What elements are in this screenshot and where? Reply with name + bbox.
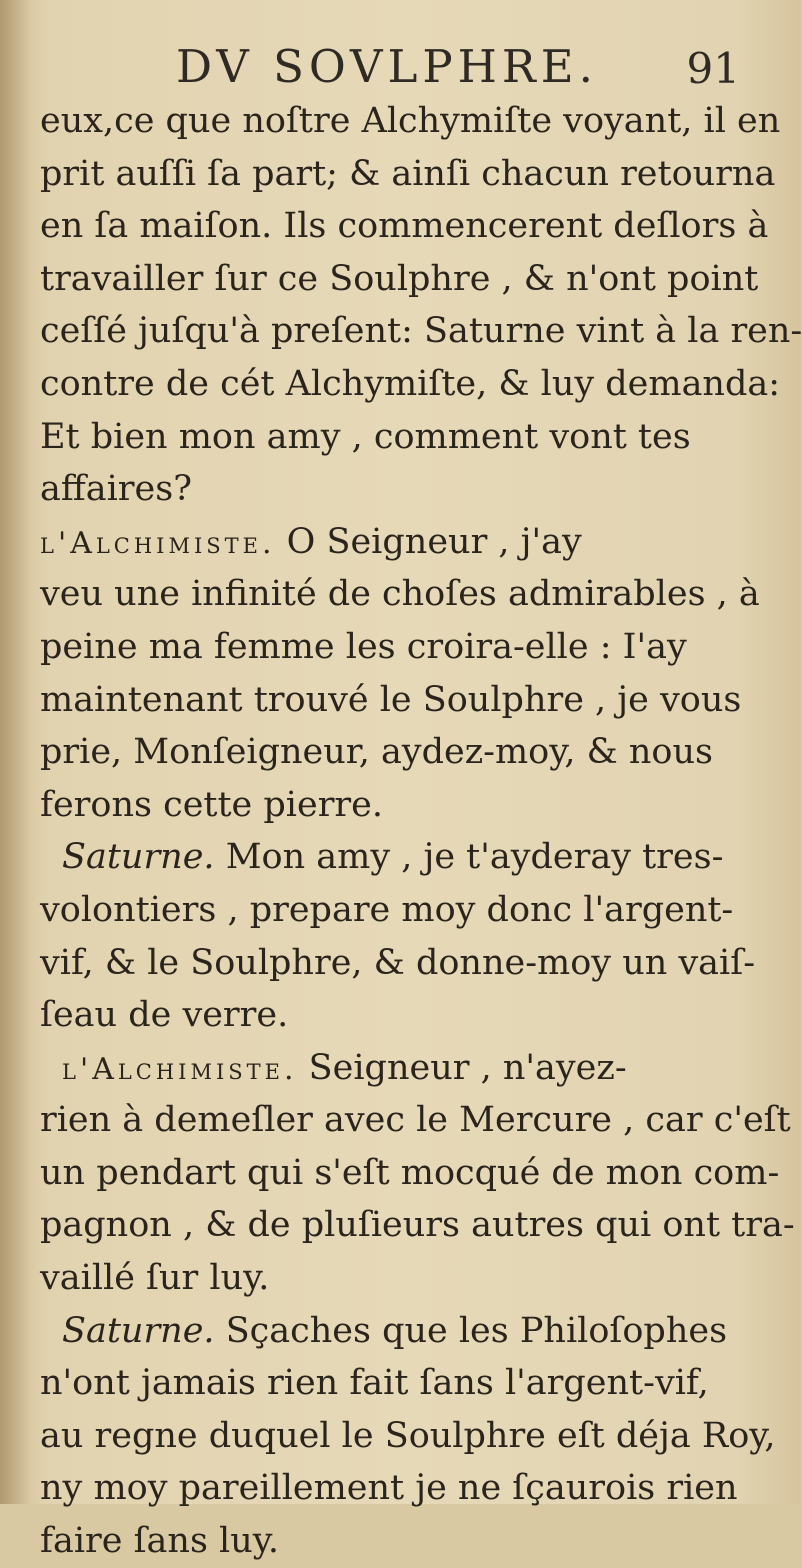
line-text: vaillé ſur luy. [40,1258,270,1299]
text-line [40,1410,776,1463]
text-line [40,1515,720,1568]
text-line [40,358,781,411]
line-text: Sçaches que les Philoſophes [214,1310,728,1351]
gutter-shadow [0,0,30,1504]
line-text: contre de cét Alchymiſte, & luy demanda: [40,363,781,404]
text-line [40,253,759,306]
line-text: un pendart qui s'eſt mocqué de mon com- [40,1152,780,1193]
line-text: ferons cette pierre. [40,784,383,825]
speaker-label: l'Alchimiste. [40,525,276,561]
text-line [40,1252,720,1305]
text-line [40,95,781,148]
line-text: Et bien mon amy , comment vont tes [40,416,691,457]
speaker-label: l'Alchimiste. [62,1051,298,1087]
text-line [40,148,776,201]
line-text: ny moy pareillement je ne ſçaurois rien [40,1468,738,1509]
line-text: prit auſſi ſa part; & ainſi chacun retourna [40,153,776,194]
line-text: pagnon , & de pluſieurs autres qui ont tra- [40,1205,795,1246]
text-line [40,884,734,937]
page-number: 91 [686,44,740,93]
text-line [40,937,756,990]
line-text: faire ſans luy. [40,1521,280,1562]
line-text: ceſſé juſqu'à preſent: Saturne vint à la ren- [40,311,802,352]
text-line [40,674,742,727]
text-line [40,989,720,1042]
line-text: au regne duquel le Soulphre eſt déja Roy, [40,1415,776,1456]
text-line [40,516,720,569]
text-line [40,831,724,884]
line-text: O Seigneur , j'ay [275,521,582,562]
line-text: peine ma femme les croira-elle : I'ay [40,626,687,667]
text-line [40,1094,791,1147]
line-text: maintenant trouvé le Soulphre , je vous [40,679,742,720]
text-line [40,1357,720,1410]
text-line [40,200,769,253]
line-text: veu une infinité de choſes admirables , à [40,574,760,615]
text-line [40,1147,780,1200]
running-head: DV SOVLPHRE. [176,40,598,93]
line-text: rien à demeſler avec le Mercure , car c'eſt [40,1100,791,1141]
text-line [40,1305,728,1358]
line-text: eux,ce que noſtre Alchymiſte voyant, il en [40,101,781,141]
line-text: Seigneur , n'ayez- [297,1047,627,1088]
line-text: volontiers , prepare moy donc l'argent- [40,889,734,930]
text-line [40,779,720,832]
text-line [40,305,802,358]
line-text: n'ont jamais rien fait ſans l'argent-vif, [40,1363,709,1404]
text-line [40,726,720,779]
text-line [40,1462,738,1515]
line-text: prie, Monſeigneur, aydez-moy, & nous [40,732,713,773]
line-text: vif, & le Soulphre, & donne-moy un vaiſ- [40,942,756,983]
speaker-label: Saturne. [62,837,215,878]
text-line [40,1042,720,1095]
text-line [40,1199,795,1252]
text-line [40,411,720,464]
line-text: Mon amy , je t'ayderay tres- [214,837,724,878]
text-line [40,568,760,621]
text-line [40,463,720,516]
line-text: affaires? [40,469,192,510]
line-text: ſeau de verre. [40,995,289,1036]
body-text [40,95,802,1568]
speaker-label: Saturne. [62,1310,215,1351]
page-header [170,40,740,100]
line-text: en ſa maiſon. Ils commencerent deſlors à [40,206,769,247]
line-text: travailler ſur ce Soulphre , & n'ont point [40,258,759,299]
text-line [40,621,720,674]
